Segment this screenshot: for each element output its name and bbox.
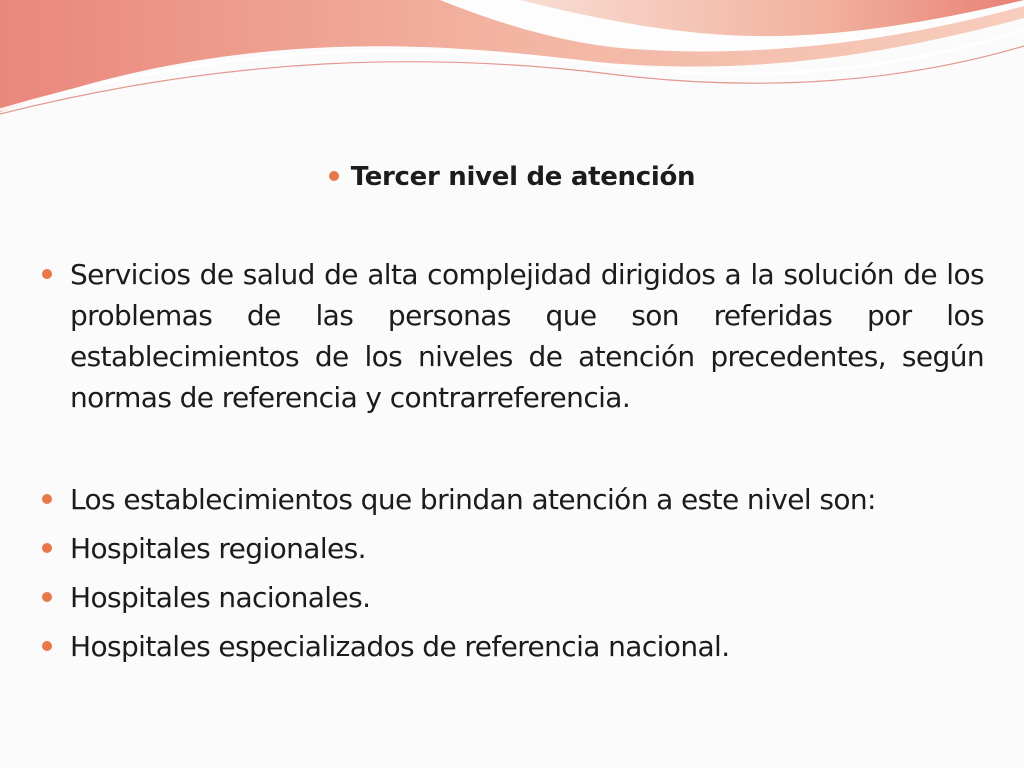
list-item-text: Los establecimientos que brindan atención a este nivel son: [70,483,876,516]
list-item-text: Hospitales especializados de referencia nacional. [70,630,730,663]
bullet-icon [329,171,339,181]
bullet-icon [42,543,52,553]
list-item [40,622,984,671]
establishments-list [40,475,984,671]
bullet-icon [42,269,52,279]
bullet-icon [42,641,52,651]
list-item [40,475,984,524]
list-item-text: Hospitales regionales. [70,532,366,565]
decorative-wave-header [0,0,1024,120]
bullet-icon [42,494,52,504]
description-item [40,254,984,418]
description-text: Servicios de salud de alta complejidad dirigidos a la solución de los problemas de las personas que son referidas por los establecimientos de los niveles de atención precedentes, según normas de referencia y contrarreferencia. [70,258,984,414]
description-block [40,254,984,418]
list-item-text: Hospitales nacionales. [70,581,371,614]
slide-title [0,160,1024,194]
slide-title-text: Tercer nivel de atención [350,162,696,192]
bullet-icon [42,592,52,602]
list-item [40,524,984,573]
list-item [40,573,984,622]
